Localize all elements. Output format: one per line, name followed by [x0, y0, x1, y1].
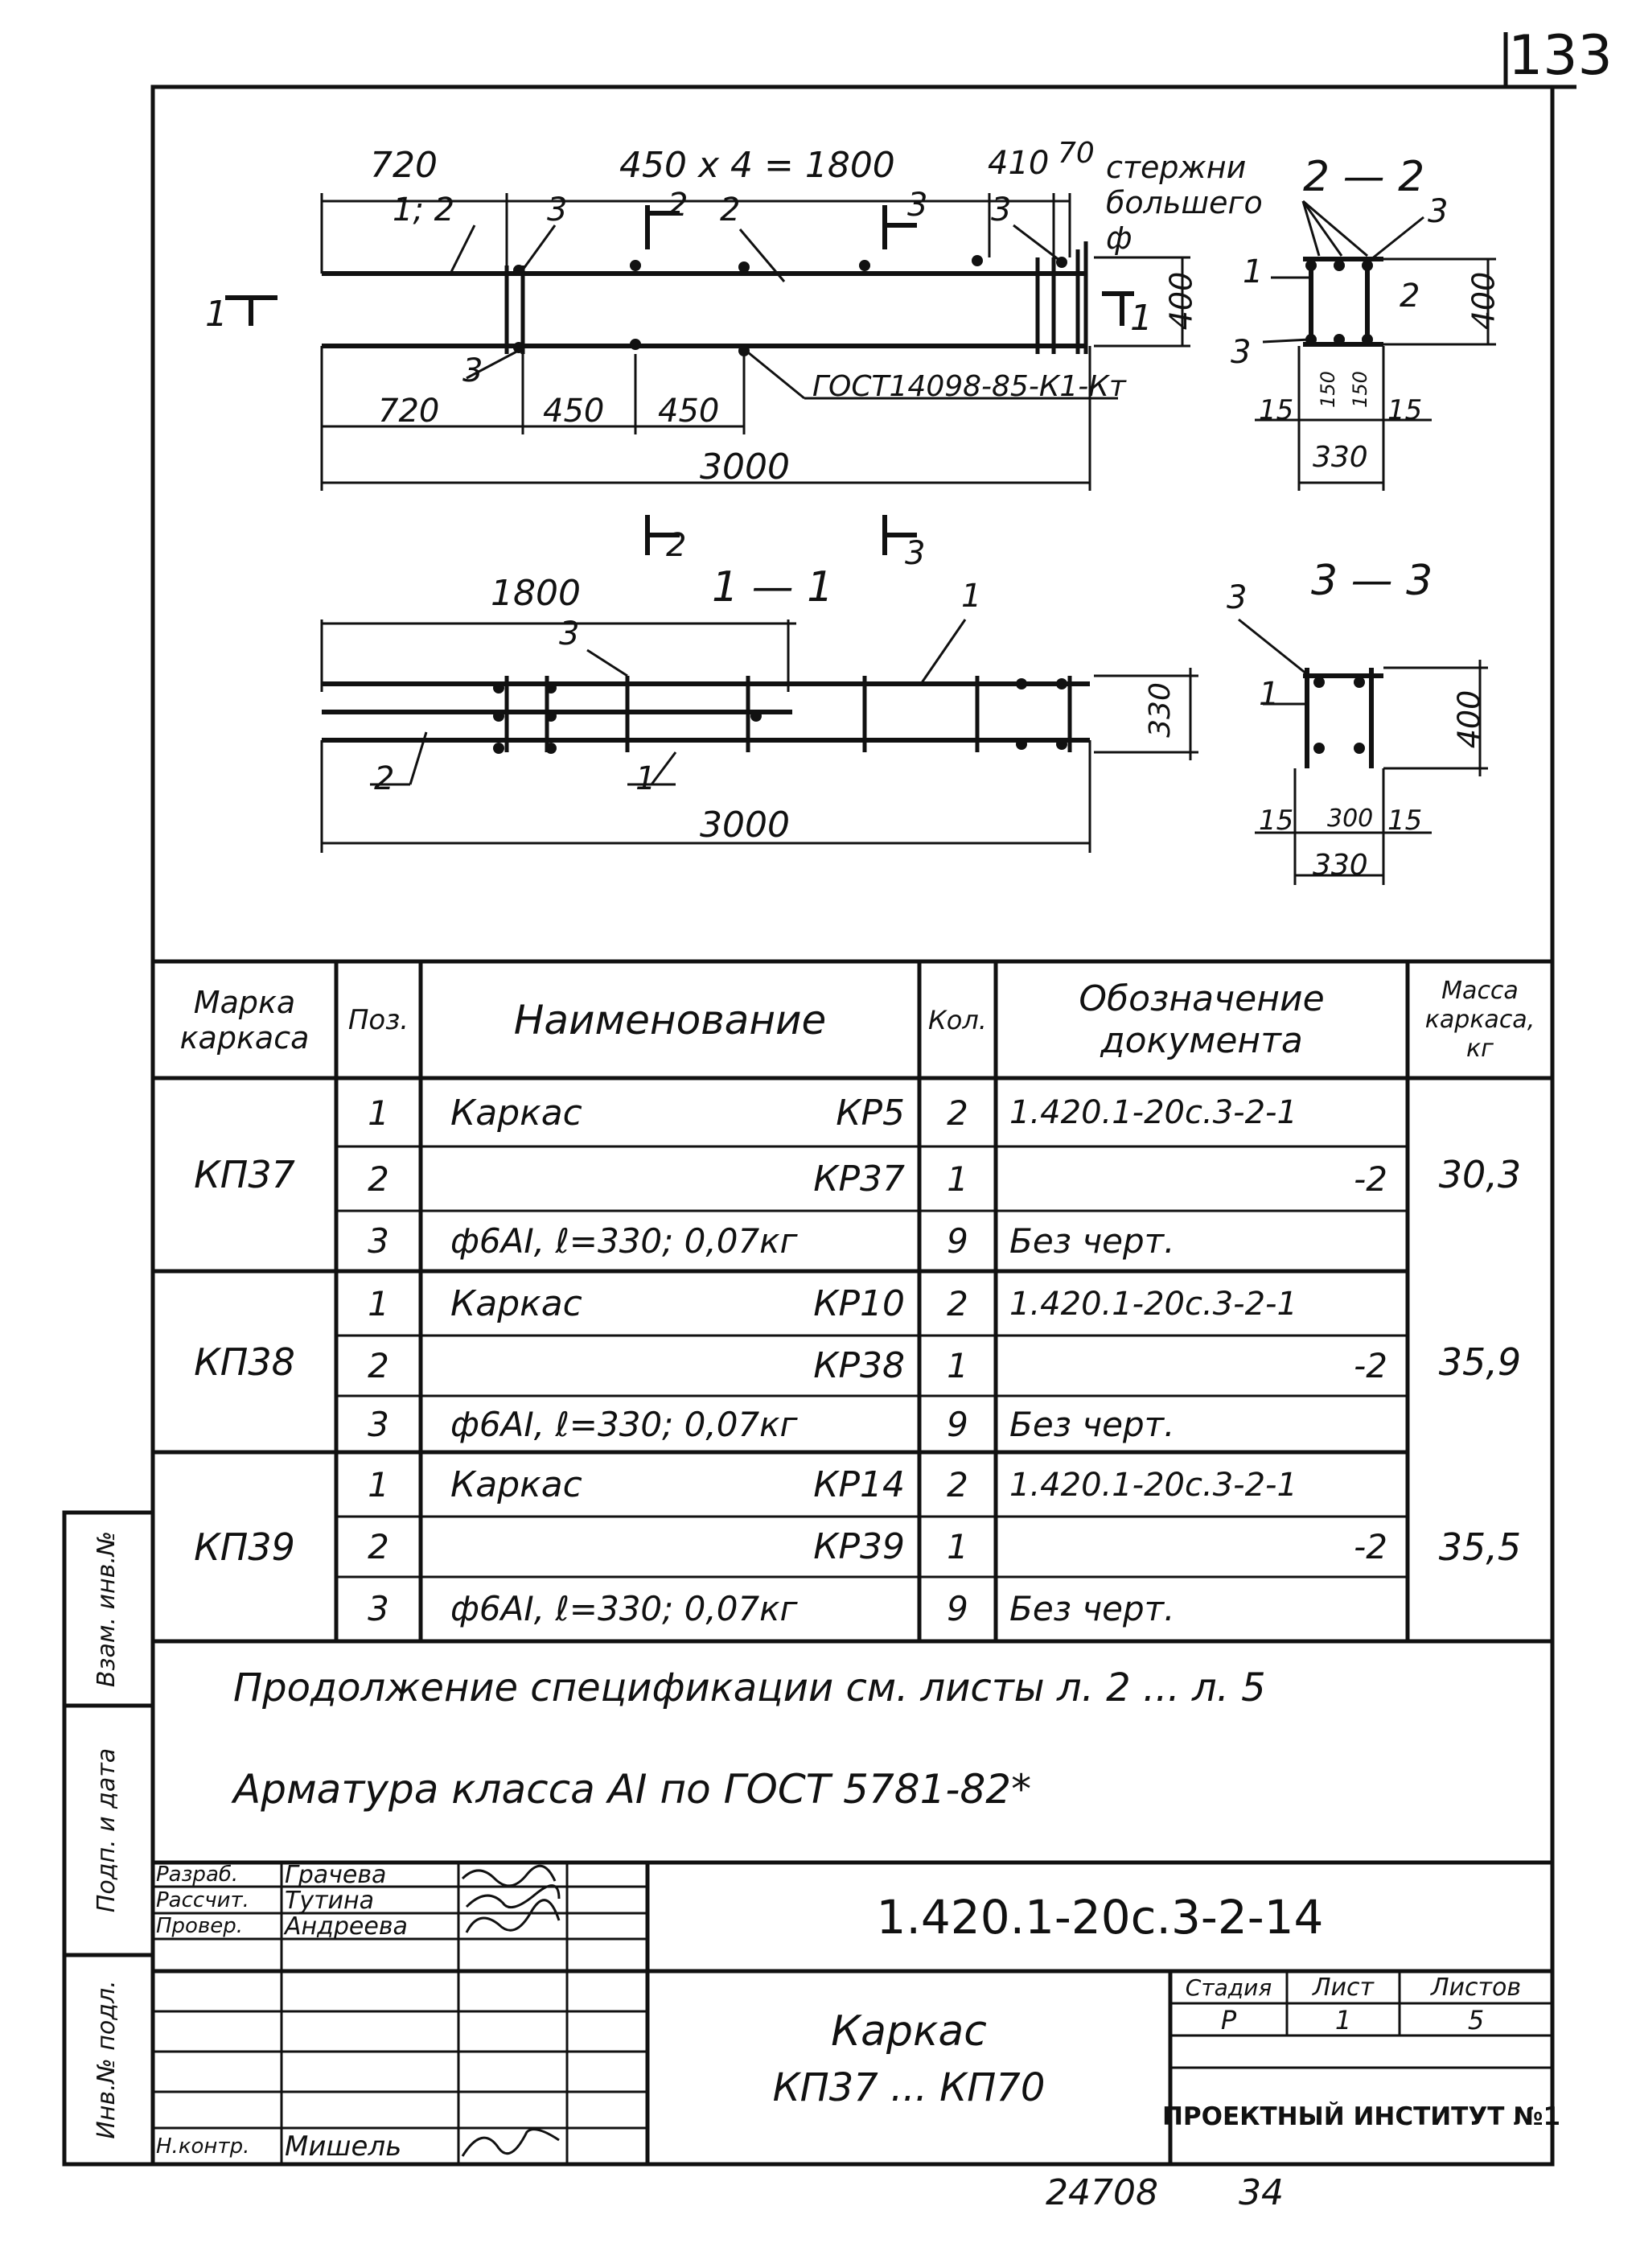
plan-overall-length: 3000: [700, 805, 790, 846]
g2-r1-qty: 2: [947, 1284, 968, 1323]
stamp-name-3: Андреева: [285, 1912, 408, 1941]
g3-r2-qty: 1: [947, 1527, 968, 1566]
th-qty: Кол.: [928, 1005, 987, 1035]
section-2-2-label: 2 — 2: [1303, 153, 1425, 201]
g2-r1-code: КР10: [813, 1283, 905, 1324]
g3-r3-qty: 9: [947, 1589, 968, 1628]
g1-r1-qty: 2: [947, 1093, 968, 1133]
g3-r2-doc: -2: [1354, 1527, 1387, 1566]
stamp-organization: ПРОЕКТНЫЙ ИНСТИТУТ №1: [1161, 2101, 1561, 2131]
stamp-designation: 1.420.1-20с.3-2-14: [876, 1889, 1324, 1945]
stamp-role-8: Н.контр.: [156, 2134, 250, 2159]
plan-pos-1-top: 1: [961, 578, 982, 615]
s33-pos-1: 1: [1259, 676, 1280, 713]
stamp-role-1: Разраб.: [156, 1863, 239, 1887]
g1-r1-pos: 1: [368, 1093, 389, 1133]
g2-r3-pos: 3: [368, 1404, 389, 1444]
page-number: 133: [1508, 24, 1613, 88]
s22-dim-total: 330: [1313, 441, 1368, 474]
g3-r2-code: КР39: [813, 1526, 905, 1567]
g2-r1-pos: 1: [368, 1284, 389, 1323]
elevation-view: [322, 274, 1086, 346]
g2-r2-pos: 2: [368, 1346, 389, 1385]
dim-top-right-b: 70: [1058, 137, 1095, 170]
stamp-stage: Р: [1220, 2004, 1237, 2035]
plan-pos-1-bottom: 1: [635, 760, 656, 797]
elev-height-400: 400: [1163, 271, 1199, 331]
cut-1-left: 1: [205, 294, 228, 335]
stamp-title-line1: Каркас: [831, 2007, 987, 2056]
note-reinforcement: Арматура класса АI по ГОСТ 5781-82*: [233, 1766, 1032, 1813]
group-3-mass: 35,5: [1438, 1525, 1522, 1569]
g2-r1-doc: 1.420.1-20с.3-2-1: [1009, 1285, 1297, 1323]
th-mark: Марка каркаса: [179, 985, 310, 1056]
section-1-1-label: 1 — 1: [712, 563, 834, 611]
s33-pos-3: 3: [1227, 579, 1248, 616]
note-continuation: Продолжение спецификации см. листы л. 2 ... л. 5: [233, 1665, 1266, 1710]
g3-r3-pos: 3: [368, 1589, 389, 1628]
s22-height-400: 400: [1465, 271, 1502, 331]
side-sign-date: Подп. и дата: [92, 1747, 121, 1913]
stamp-name-2: Тутина: [285, 1886, 375, 1915]
g2-r2-qty: 1: [947, 1346, 968, 1385]
pos-label-3a: 3: [547, 191, 568, 228]
dim-top-right-a: 410: [988, 145, 1050, 182]
g3-r1-pos: 1: [368, 1465, 389, 1504]
dim-bottom-a: 720: [378, 393, 440, 430]
plan-length-1800: 1800: [491, 573, 581, 614]
g3-r1-doc: 1.420.1-20с.3-2-1: [1009, 1466, 1297, 1504]
cut-2-top: 2: [668, 187, 689, 224]
s22-pos-3a: 3: [1428, 193, 1449, 230]
group-1-mass: 30,3: [1438, 1153, 1522, 1196]
g2-r2-code: КР38: [813, 1345, 905, 1386]
g2-r3-qty: 9: [947, 1404, 968, 1444]
g1-r2-pos: 2: [368, 1159, 389, 1199]
g3-r2-pos: 2: [368, 1527, 389, 1566]
g3-r1-qty: 2: [947, 1465, 968, 1504]
elev-overall-length: 3000: [700, 447, 790, 488]
side-inv-orig: Инв.№ подл.: [92, 1980, 121, 2139]
s22-dim-left: 15: [1259, 394, 1294, 426]
side-inv-sub: Взам. инв.№: [92, 1530, 121, 1688]
plan-1-1-view: [322, 684, 1090, 740]
gost-note: ГОСТ14098-85-К1-Кт: [812, 370, 1126, 403]
dim-bottom-b: 450: [543, 393, 605, 430]
g1-r3-name: ф6АI, ℓ=330; 0,07кг: [450, 1220, 798, 1261]
g1-r2-code: КР37: [813, 1158, 905, 1200]
group-1-mark: КП37: [194, 1153, 295, 1196]
g1-r2-doc: -2: [1354, 1159, 1387, 1199]
dim-bottom-c: 450: [658, 393, 720, 430]
g1-r3-pos: 3: [368, 1220, 389, 1261]
s33-dim-mid: 300: [1327, 805, 1374, 833]
dim-top-middle: 450 x 4 = 1800: [619, 145, 895, 186]
s33-dim-total: 330: [1313, 849, 1368, 882]
g1-r1-code: КР5: [836, 1092, 905, 1134]
stamp-name-1: Грачева: [285, 1860, 387, 1889]
stamp-sheet-label: Лист: [1312, 1974, 1375, 2002]
plan-width-330: 330: [1143, 682, 1177, 738]
g2-r1-name: Каркас: [450, 1283, 582, 1324]
stamp-name-8: Мишель: [285, 2130, 402, 2163]
g3-r3-doc: Без черт.: [1009, 1589, 1175, 1628]
g1-r3-doc: Без черт.: [1009, 1220, 1175, 1261]
s22-pos-2: 2: [1400, 278, 1420, 315]
pos-label-1-2: 1; 2: [393, 191, 455, 228]
stamp-sheet: 1: [1334, 2004, 1352, 2035]
g3-r3-name: ф6АI, ℓ=330; 0,07кг: [450, 1589, 798, 1628]
footer-code: 24708: [1046, 2172, 1158, 2213]
s22-dim-b: 150: [1348, 371, 1371, 408]
pos-label-3c: 3: [462, 352, 483, 389]
stamp-sheets-label: Листов: [1430, 1974, 1522, 2002]
stamp-title-line2: КП37 ... КП70: [772, 2065, 1046, 2110]
pos-label-3b: 3: [991, 191, 1012, 228]
th-name: Наименование: [513, 997, 827, 1043]
g2-r2-doc: -2: [1354, 1346, 1387, 1385]
g3-r1-name: Каркас: [450, 1464, 582, 1505]
stamp-sheets: 5: [1467, 2004, 1485, 2035]
g2-r3-name: ф6АI, ℓ=330; 0,07кг: [450, 1404, 798, 1444]
s22-dim-right: 15: [1387, 394, 1423, 426]
cut-1-right: 1: [1130, 298, 1153, 339]
g1-r2-qty: 1: [947, 1159, 968, 1199]
s22-pos-1: 1: [1243, 253, 1264, 290]
rod-note: стержни большего ф: [1106, 150, 1263, 256]
group-2-mass: 35,9: [1438, 1340, 1522, 1384]
group-3-mark: КП39: [194, 1525, 295, 1569]
g2-r3-doc: Без черт.: [1009, 1404, 1175, 1444]
stamp-role-3: Провер.: [156, 1914, 244, 1938]
s22-dim-a: 150: [1316, 371, 1339, 408]
s22-pos-3b: 3: [1231, 334, 1252, 371]
dim-top-left: 720: [370, 145, 438, 186]
section-3-3-label: 3 — 3: [1311, 557, 1433, 605]
plan-pos-3: 3: [559, 615, 580, 652]
g1-r1-name: Каркас: [450, 1092, 582, 1134]
footer-num: 34: [1239, 2172, 1284, 2213]
th-pos: Поз.: [347, 1004, 409, 1036]
cut-2-bottom: 2: [666, 527, 687, 564]
s33-dim-left: 15: [1259, 805, 1294, 837]
s33-height-400: 400: [1451, 689, 1487, 749]
g3-r1-code: КР14: [813, 1464, 905, 1505]
pos-label-2a: 2: [720, 191, 741, 228]
cut-3-top: 3: [907, 187, 928, 224]
th-mass: Масса каркаса, кг: [1424, 977, 1535, 1063]
stamp-role-2: Рассчит.: [156, 1888, 249, 1912]
stamp-stage-label: Стадия: [1185, 1974, 1272, 2001]
g1-r3-qty: 9: [947, 1220, 968, 1261]
cut-3-bottom: 3: [905, 535, 926, 572]
g1-r1-doc: 1.420.1-20с.3-2-1: [1009, 1094, 1297, 1131]
plan-pos-2: 2: [374, 760, 395, 797]
group-2-mark: КП38: [194, 1340, 295, 1384]
s33-dim-right: 15: [1387, 805, 1423, 837]
th-doc: Обозначение документа: [1079, 978, 1325, 1061]
section-2-2-view: [1303, 257, 1383, 346]
